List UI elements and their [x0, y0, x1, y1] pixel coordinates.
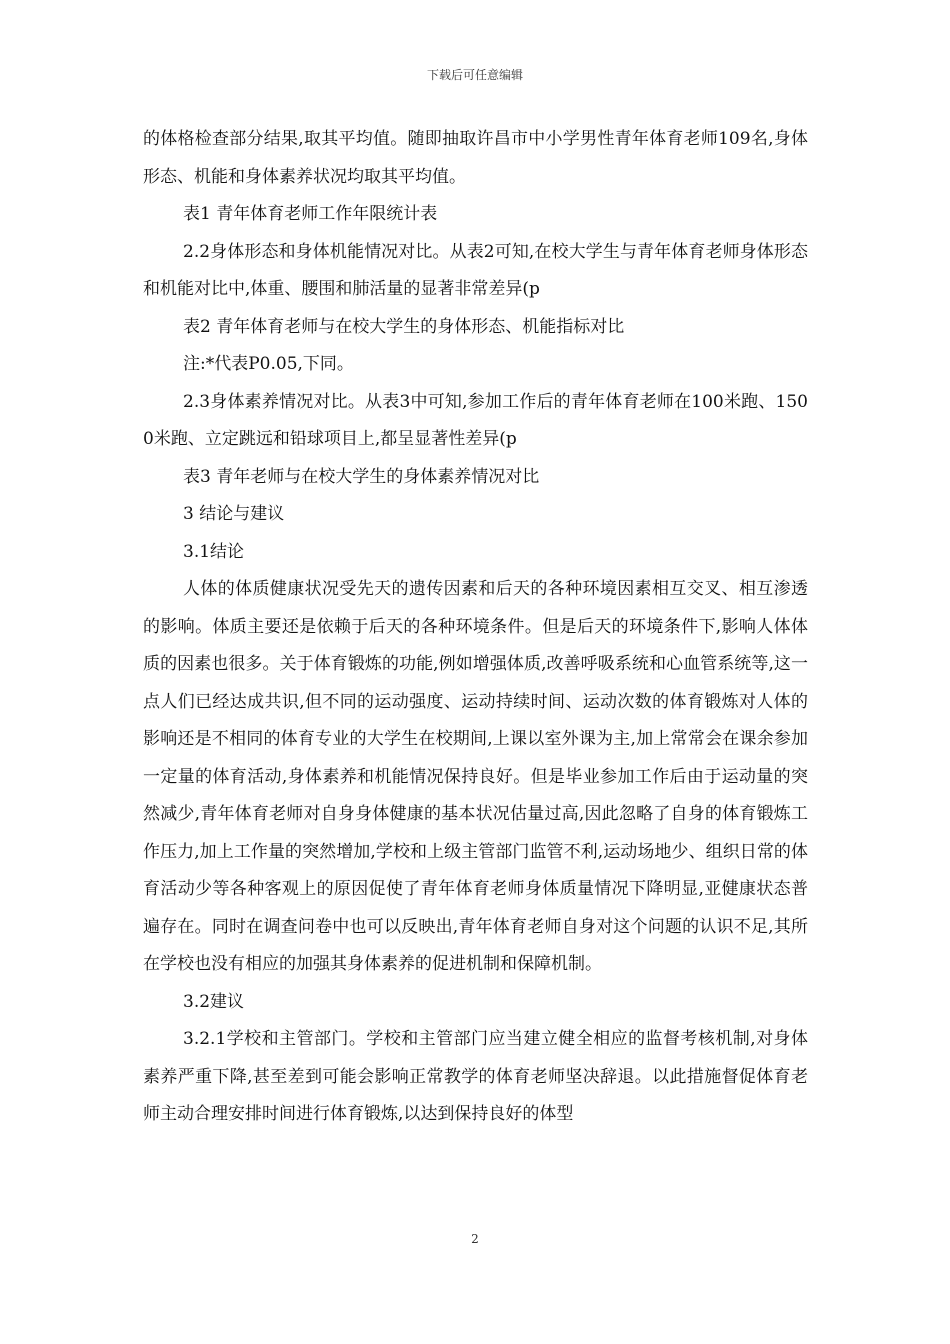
section-3-1-heading: 3.1结论 [183, 541, 245, 562]
section-3-2-heading: 3.2建议 [183, 991, 245, 1012]
conclusion-paragraph: 人体的体质健康状况受先天的遗传因素和后天的各种环境因素相互交叉、相互渗透的影响。体质主要还是依赖于后天的各种环境条件。但是后天的环境条件下,影响人体体质的因素也很多。关于体育锻炼的功能,例如增强体质,改善呼吸系统和心血管系统等,这一点人们已经达成共识,但不同的运动强度、运动持续时间、运动次数的体育锻炼对人体的影响还是不相同的体育专业的大学生在校期间,上课以室外课为主,加上常常会在课余参加一定量的体育活动,身体素养和机能情况保持良好。但是毕业参加工作后由于运动量的突然减少,青年体育老师对自身身体健康的基本状况估量过高,因此忽略了自身的体育锻炼工作压力,加上工作量的突然增加,学校和上级主管部门监管不利,运动场地少、组织日常的体育活动少等各种客观上的原因促使了青年体育老师身体质量情况下降明显,亚健康状态普遍存在。同时在调查问卷中也可以反映出,青年体育老师自身对这个问题的认识不足,其所在学校也没有相应的加强其身体素养的促进机制和保障机制。 [143, 579, 808, 974]
section-3-2-1-paragraph: 3.2.1学校和主管部门。学校和主管部门应当建立健全相应的监督考核机制,对身体素养严重下降,甚至差到可能会影响正常教学的体育老师坚决辞退。以此措施督促体育老师主动合理安排时间进行体育锻炼,以达到保持良好的体型 [143, 1029, 808, 1124]
table-note: 注:*代表P0.05,下同。 [183, 354, 354, 374]
page-header: 下载后可任意编辑 [426, 68, 523, 82]
section-2-2-paragraph: 2.2身体形态和身体机能情况对比。从表2可知,在校大学生与青年体育老师身体形态和机能对比中,体重、腰围和肺活量的显著非常差异(p [143, 241, 808, 299]
table-1-caption: 表1 青年体育老师工作年限统计表 [183, 204, 438, 224]
table-2-caption: 表2 青年体育老师与在校大学生的身体形态、机能指标对比 [183, 316, 625, 337]
section-3-heading: 3 结论与建议 [183, 504, 285, 524]
page-number: 2 [471, 1232, 479, 1246]
document-body [143, 121, 808, 1134]
section-2-3-paragraph: 2.3身体素养情况对比。从表3中可知,参加工作后的青年体育老师在100米跑、1500米跑、立定跳远和铅球项目上,都呈显著性差异(p [143, 391, 808, 449]
paragraph-continued-text: 的体格检查部分结果,取其平均值。随即抽取许昌市中小学男性青年体育老师109名,身体形态、机能和身体素养状况均取其平均值。 [143, 129, 808, 187]
table-3-caption: 表3 青年老师与在校大学生的身体素养情况对比 [183, 466, 540, 487]
